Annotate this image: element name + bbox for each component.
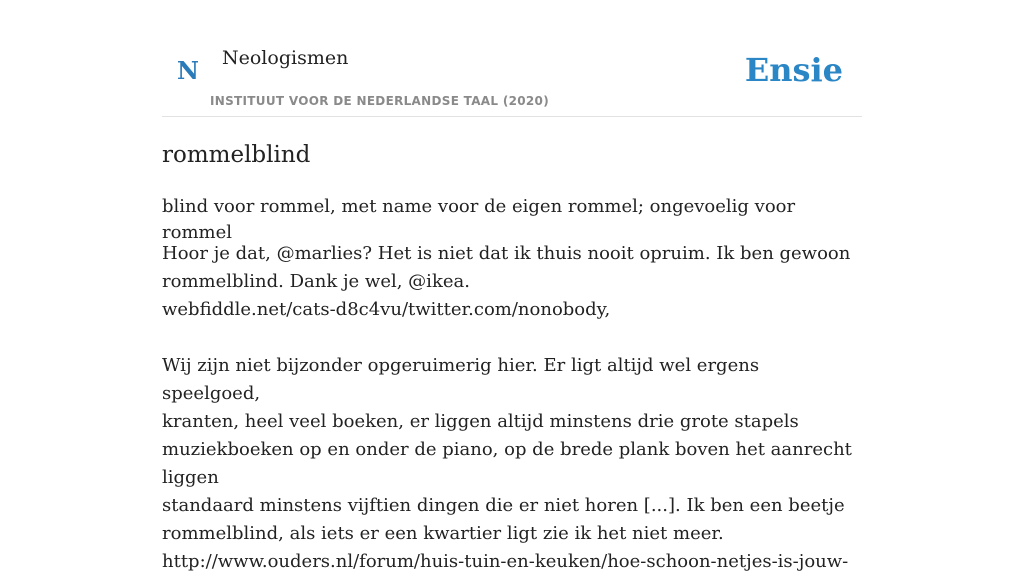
example-line: rommelblind, als iets er een kwartier ligt zie ik het niet meer.: [162, 523, 724, 544]
entry-card: [162, 0, 862, 572]
paragraph-gap: [162, 324, 862, 352]
example-source-link: http://www.ouders.nl/forum/huis-tuin-en-keuken/hoe-schoon-netjes-is-jouw-: [162, 551, 849, 572]
example-quotes: [162, 240, 862, 576]
source-header: [162, 0, 862, 117]
source-subtitle: INSTITUUT VOOR DE NEDERLANDSE TAAL (2020): [210, 94, 549, 108]
example-source-link: webfiddle.net/cats-d8c4vu/twitter.com/nonobody,: [162, 299, 611, 320]
example-line: muziekboeken op en onder de piano, op de brede plank boven het aanrecht liggen: [162, 439, 852, 488]
example-line: rommelblind. Dank je wel, @ikea.: [162, 271, 470, 292]
example-line: standaard minstens vijftien dingen die er niet horen [...]. Ik ben een beetje: [162, 495, 845, 516]
headword: rommelblind: [162, 142, 311, 168]
brand-logo[interactable]: Ensie: [744, 51, 843, 89]
example-line: Hoor je dat, @marlies? Het is niet dat ik thuis nooit opruim. Ik ben gewoon: [162, 243, 851, 264]
source-title[interactable]: Neologismen: [222, 47, 349, 69]
example-line: Wij zijn niet bijzonder opgeruimerig hier. Er ligt altijd wel ergens speelgoed,: [162, 355, 760, 404]
definition: blind voor rommel, met name voor de eigen rommel; ongevoelig voor rommel: [162, 196, 796, 243]
source-logo: N: [177, 56, 199, 85]
example-line: kranten, heel veel boeken, er liggen altijd minstens drie grote stapels: [162, 411, 799, 432]
